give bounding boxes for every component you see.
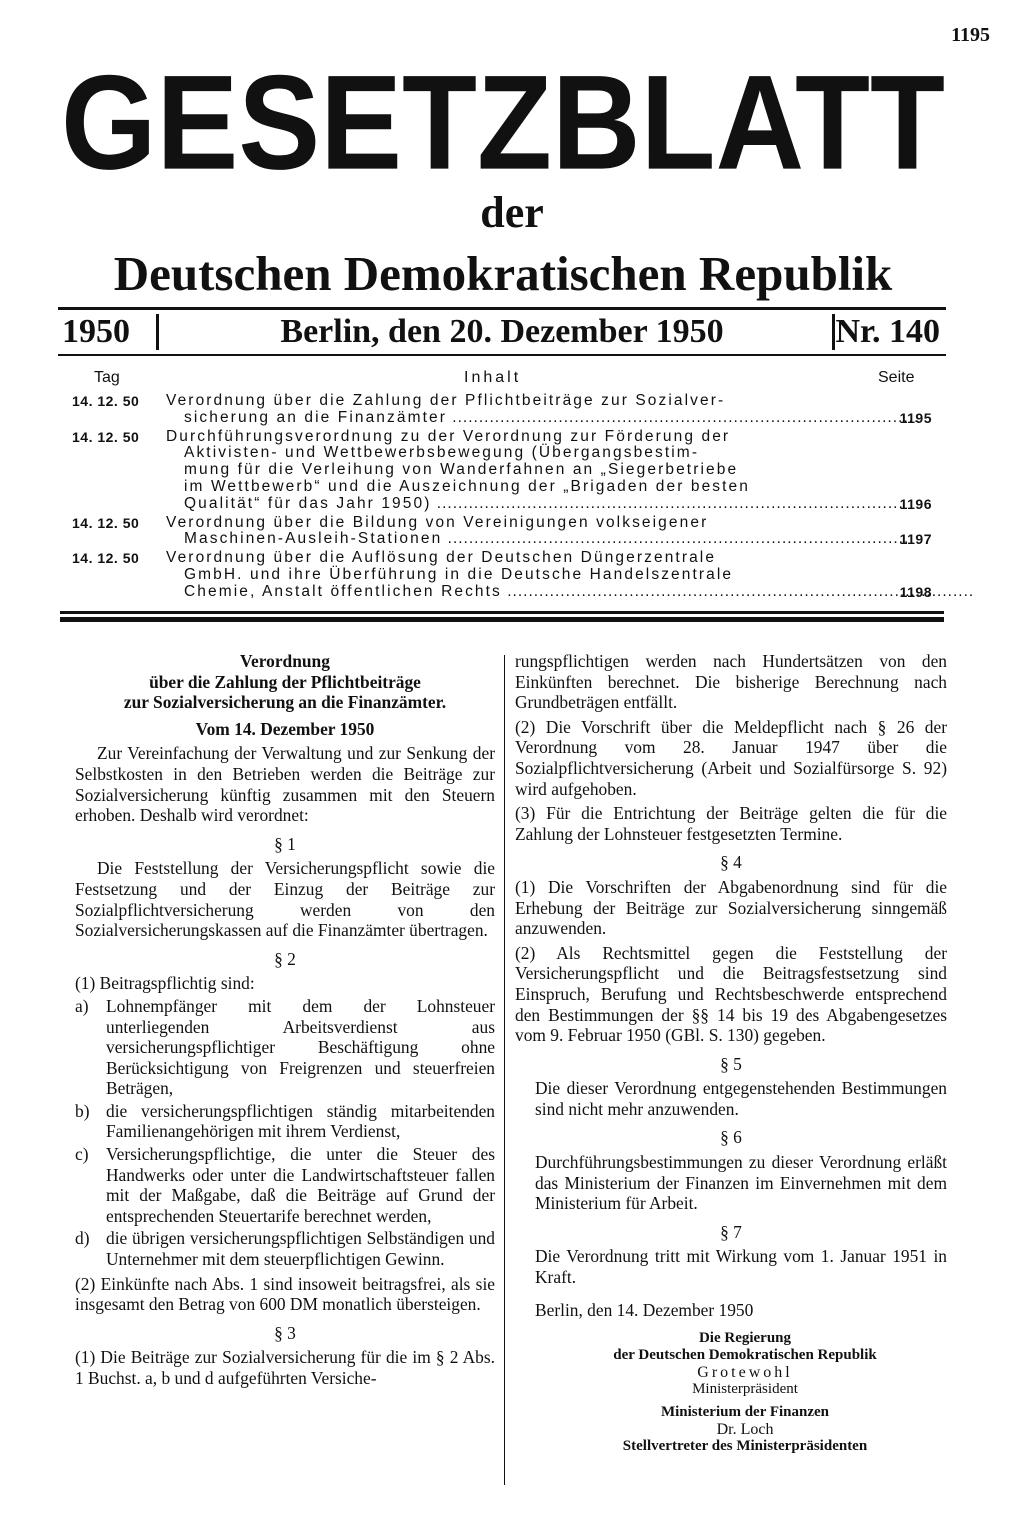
section-text: Die dieser Verordnung entgegenstehenden Bestimmungen sind nicht mehr anzuwenden. xyxy=(535,1078,947,1119)
right-column xyxy=(515,651,947,1455)
toc-line: Qualität“ für das Jahr 1950) ..... xyxy=(166,496,836,513)
header-issue: Nr. 140 xyxy=(835,313,940,350)
toc-date: 14. 12. 50 xyxy=(72,550,140,567)
signature-block xyxy=(555,1330,935,1455)
toc-rule-1 xyxy=(60,611,944,614)
toc-line: GmbH. und ihre Überführung in die Deutsche Handelszentrale xyxy=(184,565,734,583)
list-item xyxy=(75,1101,495,1142)
toc-line: im Wettbewerb“ und die Auszeichnung der „Brigaden der besten xyxy=(184,477,751,495)
masthead-title-text: GESETZBLATT xyxy=(61,48,945,198)
list-item-label: d) xyxy=(75,1228,90,1249)
page-number: 1195 xyxy=(951,24,990,46)
column-divider xyxy=(504,655,505,1485)
signatory-name: Grotewohl xyxy=(697,1364,793,1382)
section-heading: § 1 xyxy=(274,833,296,854)
toc-page: 1196 xyxy=(899,495,932,512)
list-item xyxy=(75,1144,495,1226)
toc-entry xyxy=(60,515,940,549)
header-rule-bottom xyxy=(58,354,946,356)
masthead-title-svg xyxy=(58,48,948,198)
toc-date: 14. 12. 50 xyxy=(72,393,140,409)
toc-line: Aktivisten- und Wettbewerbsbewegung (Übergangsbestim- xyxy=(184,444,700,462)
toc-entry xyxy=(60,550,940,600)
government-heading: der Deutschen Demokratischen Republik xyxy=(613,1347,877,1364)
section-text: Die Feststellung der Versicherungspflicht sowie die Festsetzung und der Einzug der Beiträge zur Sozialpflichtversicherung werden von den Sozialversicherungskassen auf die Finanzämter übertragen. xyxy=(75,858,495,941)
section-heading: § 3 xyxy=(274,1322,296,1343)
toc-entry xyxy=(60,393,940,427)
list-item-text: Versicherungspflichtige, die unter die Steuer des Handwerks oder unter die Landwirtschaftsteuer fallen mit der Maßgabe, daß die Beiträge auf Grund der entsprechenden Steuertarife berechnet werden, xyxy=(106,1144,495,1226)
masthead-title xyxy=(58,48,948,198)
toc-col-day: Tag xyxy=(94,369,120,386)
toc-entry xyxy=(60,429,940,513)
masthead-der: der xyxy=(480,188,544,237)
toc-page: 1198 xyxy=(899,583,932,600)
list-item-label: a) xyxy=(75,995,89,1016)
section-text: (1) Die Vorschriften der Abgabenordnung sind für die Erhebung der Beiträge zur Sozialversicherung sinngemäß anzuwenden. xyxy=(515,876,947,939)
header-divider-right xyxy=(832,314,835,350)
section-text: (3) Für die Entrichtung der Beiträge gelten die für die Zahlung der Lohnsteuer festgesetzten Termine. xyxy=(515,803,947,844)
list-item-label: c) xyxy=(75,1144,89,1165)
toc-page: 1195 xyxy=(899,409,932,426)
list-item-text: Lohnempfänger mit dem der Lohnsteuer unterliegenden Arbeitsverdienst aus versicherungspflichtiger Beschäftigung ohne Berücksichtigung von Freigrenzen und steuerfreien Beträgen, xyxy=(106,995,495,1099)
section-heading: § 6 xyxy=(720,1127,742,1148)
signatory-role: Ministerpräsident xyxy=(692,1381,798,1398)
header-row xyxy=(62,312,942,352)
preamble: Zur Vereinfachung der Verwaltung und zur Senkung der Selbstkosten in den Betrieben werden die Beiträge zur Sozialversicherung künftig zusammen mit den Steuern erhoben. Deshalb wird verordnet: xyxy=(75,743,495,826)
toc-date: 14. 12. 50 xyxy=(72,514,140,531)
toc-line: Verordnung über die Zahlung der Pflichtbeiträge zur Sozialver- xyxy=(166,392,726,409)
list-item-text: die versicherungspflichtigen ständig mitarbeitenden Familienangehörigen mit ihrem Verdienst, xyxy=(106,1100,495,1142)
list-item xyxy=(75,1228,495,1269)
section-text: Durchführungsbestimmungen zu dieser Verordnung erläßt das Ministerium der Finanzen im Einvernehmen mit dem Ministerium für Arbeit. xyxy=(535,1152,947,1214)
section-heading: § 2 xyxy=(274,948,296,969)
signatory-name: Dr. Loch xyxy=(716,1421,774,1439)
decree-title: über die Zahlung der Pflichtbeiträge xyxy=(149,671,421,692)
signatory-role: Stellvertreter des Ministerpräsidenten xyxy=(622,1438,868,1455)
section-text: (1) Beitragspflichtig sind: xyxy=(75,973,255,994)
section-text: (2) Als Rechtsmittel gegen die Feststellung der Versicherungspflicht und die Beitragsfestsetzung sind Einspruch, Berufung und Rechtsbeschwerde entsprechend den Bestimmungen der §§ 14 bis 19 des Abgabengesetzes vom 9. Februar 1950 (GBl. S. 130) gegeben. xyxy=(515,942,947,1046)
header-divider-left xyxy=(156,314,159,350)
toc-line: sicherung an die Finanzämter ..... xyxy=(166,410,836,427)
section-text: (2) Einkünfte nach Abs. 1 sind insoweit beitragsfrei, als sie insgesamt den Betrag von 600 DM monatlich übersteigen. xyxy=(75,1273,495,1315)
list-item xyxy=(75,996,495,1099)
toc-line: mung für die Verleihung von Wanderfahnen an „Siegerbetriebe xyxy=(184,461,739,479)
toc-line: Durchführungsverordnung zu der Verordnung zur Förderung der xyxy=(166,427,731,445)
header-year: 1950 xyxy=(62,313,130,350)
section-text: (1) Die Beiträge zur Sozialversicherung für die im § 2 Abs. 1 Buchst. a, b und d aufgeführten Versiche- xyxy=(75,1347,495,1388)
section-text: (2) Die Vorschrift über die Meldepflicht nach § 26 der Verordnung vom 28. Januar 1947 über die Sozialpflichtversicherung (Arbeit und Sozialfürsorge S. 92) wird aufgehoben. xyxy=(515,716,947,799)
masthead-republic: Deutschen Demokratischen Republik xyxy=(113,246,893,301)
toc-rule-2 xyxy=(60,617,944,622)
section-heading: § 4 xyxy=(720,852,742,873)
toc-line: Maschinen-Ausleih-Stationen ..... xyxy=(166,531,836,548)
section-text: Die Verordnung tritt mit Wirkung vom 1. Januar 1951 in Kraft. xyxy=(535,1246,947,1288)
list-item-text: die übrigen versicherungspflichtigen Selbständigen und Unternehmer mit dem steuerpflichtigen Gewinn. xyxy=(106,1228,495,1270)
list-item-label: b) xyxy=(75,1100,90,1121)
decree-date: Vom 14. Dezember 1950 xyxy=(195,718,375,739)
place-date: Berlin, den 14. Dezember 1950 xyxy=(535,1299,754,1320)
toc-line: Chemie, Anstalt öffentlichen Rechts ..... xyxy=(166,584,836,601)
ministry-heading: Ministerium der Finanzen xyxy=(660,1404,830,1421)
toc-col-page: Seite xyxy=(878,369,915,386)
toc-line: Verordnung über die Auflösung der Deutschen Düngerzentrale xyxy=(166,549,717,567)
toc-col-content: Inhalt xyxy=(464,369,522,386)
toc-page: 1197 xyxy=(899,531,932,548)
section-text: rungspflichtigen werden nach Hundertsätzen von den Einkünften berechnet. Die bisherige Berechnung nach Grundbeträgen entfällt. xyxy=(515,651,947,713)
toc-date: 14. 12. 50 xyxy=(72,428,140,445)
left-column xyxy=(75,651,495,1389)
decree-title: Verordnung xyxy=(240,651,330,671)
header-rule-top xyxy=(58,307,946,310)
toc-line: Verordnung über die Bildung von Vereinigungen volkseigener xyxy=(166,513,709,531)
decree-title: zur Sozialversicherung an die Finanzämter. xyxy=(123,692,447,713)
section-heading: § 7 xyxy=(720,1221,742,1242)
government-heading: Die Regierung xyxy=(698,1330,792,1347)
header-place-date: Berlin, den 20. Dezember 1950 xyxy=(280,313,724,350)
section-heading: § 5 xyxy=(720,1053,742,1074)
table-of-contents xyxy=(60,393,940,603)
